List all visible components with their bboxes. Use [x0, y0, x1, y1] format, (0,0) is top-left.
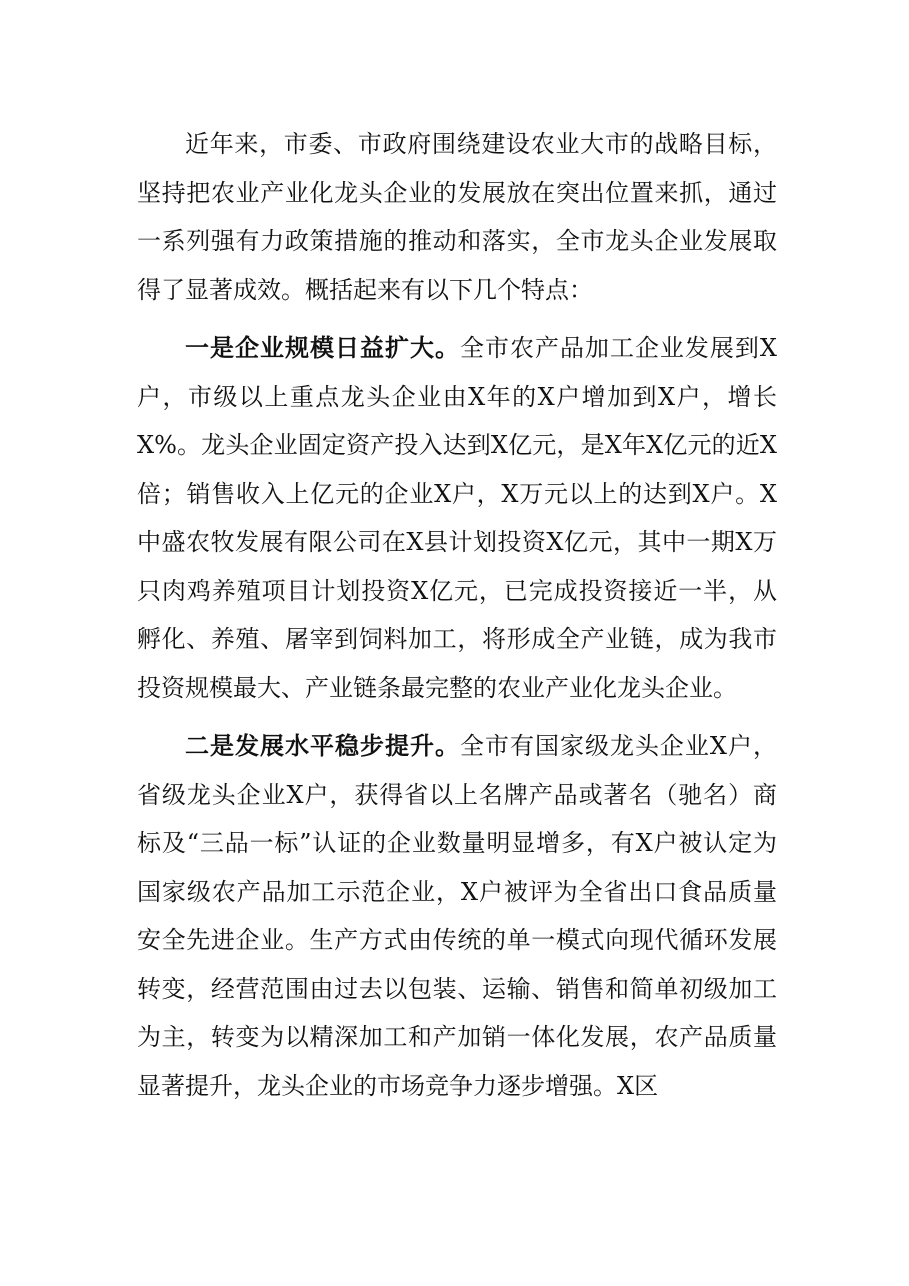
paragraph-text: 全市农产品加工企业发展到X户，市级以上重点龙头企业由X年的X户增加到X户，增长X%。龙头企业固定资产投入达到X亿元，是X年X亿元的近X倍；销售收入上亿元的企业X户，X万元以上的达到X户。X中盛农牧发展有限公司在X县计划投资X亿元，其中一期X万只肉鸡养殖项目计划投资X亿元，已完成投资接近一半，从孵化、养殖、屠宰到饲料加工，将形成全产业链，成为我市投资规模最大、产业链条最完整的农业产业化龙头企业。 — [137, 334, 778, 702]
paragraph-intro — [137, 120, 777, 314]
paragraph-lead: 二是发展水平稳步提升。 — [185, 732, 460, 760]
paragraph-lead: 一是企业规模日益扩大。 — [185, 334, 460, 362]
paragraph-scale — [137, 324, 777, 712]
paragraph-level — [137, 722, 777, 1110]
paragraph-text: 近年来，市委、市政府围绕建设农业大市的战略目标，坚持把农业产业化龙头企业的发展放在突出位置来抓，通过一系列强有力政策措施的推动和落实，全市龙头企业发展取得了显著成效。概括起来有以下几个特点： — [137, 130, 777, 304]
document-page — [137, 120, 777, 1120]
paragraph-text: 全市有国家级龙头企业X户，省级龙头企业X户，获得省以上名牌产品或著名（驰名）商标及“三品一标”认证的企业数量明显增多，有X户被认定为国家级农产品加工示范企业，X户被评为全省出口食品质量安全先进企业。生产方式由传统的单一模式向现代循环发展转变，经营范围由过去以包装、运输、销售和简单初级加工为主，转变为以精深加工和产加销一体化发展，农产品质量显著提升，龙头企业的市场竞争力逐步增强。X区 — [137, 732, 778, 1100]
